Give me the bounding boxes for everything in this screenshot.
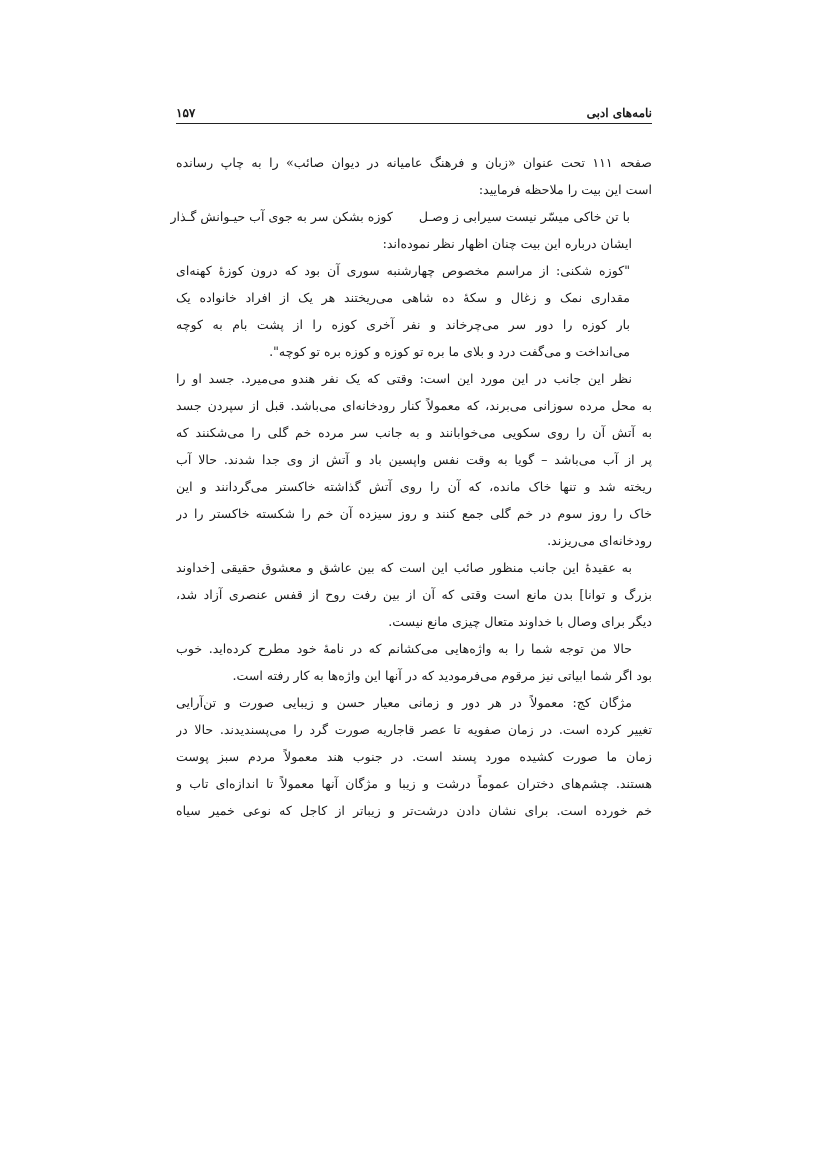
- text-line: به عقیدهٔ این جانب منظور صائب این است که بین عاشق و معشوق حقیقی [خداوند: [176, 560, 632, 575]
- quote-line: می‌انداخت و می‌گفت درد و بلای ما بره تو کوزه و کوزه بره تو کوچه".: [269, 344, 630, 359]
- text-line: نظر این جانب در این مورد این است: وقتی که یک نفر هندو می‌میرد. جسد او را: [176, 371, 632, 386]
- page-number: ۱۵۷: [176, 106, 196, 120]
- text-line: رودخانه‌ای می‌ریزند.: [547, 533, 652, 548]
- verse-hemistich-1: با تن خاکی میسّر نیست سیرابی ز وصـل: [418, 209, 630, 224]
- text-line: حالا من توجه شما را به واژه‌هایی می‌کشانم که در نامهٔ خود مطرح کرده‌اید. خوب: [176, 641, 632, 656]
- text-line: خاک را روز سوم در خم گلی جمع کنند و روز سیزده آن خم را شکسته خاکستر را در: [176, 506, 652, 521]
- quote-line: بار کوزه را دور سر می‌چرخاند و نفر آخری کوزه را از پشت بام به کوچه: [176, 317, 630, 332]
- text-line: خم خورده است. برای نشان دادن درشت‌تر و زیباتر از کاجل که نوعی خمیر سیاه: [176, 803, 652, 818]
- running-title: نامه‌های ادبی: [586, 106, 652, 120]
- quote-line: مقداری نمک و زغال و سکهٔ ده شاهی می‌ریختند هر یک از افراد خانواده یک: [176, 290, 630, 305]
- text-line: تغییر کرده است. در زمان صفویه تا عصر قاجاریه صورت گرد را می‌پسندیدند. حالا در: [176, 722, 652, 737]
- text-line: به محل مرده سوزانی می‌برند، که معمولاً کنار رودخانه‌ای می‌باشد. قبل از سپردن جسد: [176, 398, 652, 413]
- text-line: دیگر برای وصال با خداوند متعال چیزی مانع نیست.: [388, 614, 652, 629]
- text-line: هستند. چشم‌های دختران عموماً درشت و زیبا و مژگان آنها معمولاً تا اندازه‌ای تاب و: [176, 776, 652, 791]
- text-line: پر از آب می‌باشد – گویا به وقت نفس واپسین باد و آتش از وی جدا شدند. حالا آب: [176, 452, 652, 467]
- verse-hemistich-2: کوزه بشکن سر به جوی آب حیـوانش گـذار: [170, 209, 393, 224]
- text-line: مژگان کج: معمولاً در هر دور و زمانی معیار حسن و زیبایی صورت و تن‌آرایی: [176, 695, 632, 710]
- text-line: ریخته شد و تنها خاک مانده، که آن را روی آتش گذاشته خاکستر می‌گردانند و این: [176, 479, 652, 494]
- text-line: صفحه ۱۱۱ تحت عنوان «زبان و فرهنگ عامیانه در دیوان صائب» را به چاپ رسانده: [176, 155, 652, 170]
- page-body: [170, 149, 652, 824]
- text-line: به آتش آن را روی سکویی می‌خوابانند و به جانب سر مرده خم گلی را می‌شکنند که: [176, 425, 652, 440]
- poem-verse: [170, 203, 652, 230]
- book-page: [170, 96, 652, 876]
- running-head: [176, 96, 652, 124]
- text-line: است این بیت را ملاحظه فرمایید:: [478, 182, 652, 197]
- text-line: ایشان درباره این بیت چنان اظهار نظر نموده‌اند:: [382, 236, 632, 251]
- quote-line: "کوزه شکنی: از مراسم مخصوص چهارشنبه سوری آن بود که درون کوزهٔ کهنه‌ای: [176, 263, 630, 278]
- text-line: بود اگر شما ابیاتی نیز مرقوم می‌فرمودید که در آنها این واژه‌ها به کار رفته است.: [232, 668, 652, 683]
- text-line: بزرگ و توانا] بدن مانع است وقتی که آن از بین رفت روح از قفس عنصری آزاد شد،: [176, 587, 652, 602]
- text-line: زمان ما صورت کشیده مورد پسند است. در جنوب هند معمولاً مردم سبز پوست: [176, 749, 652, 764]
